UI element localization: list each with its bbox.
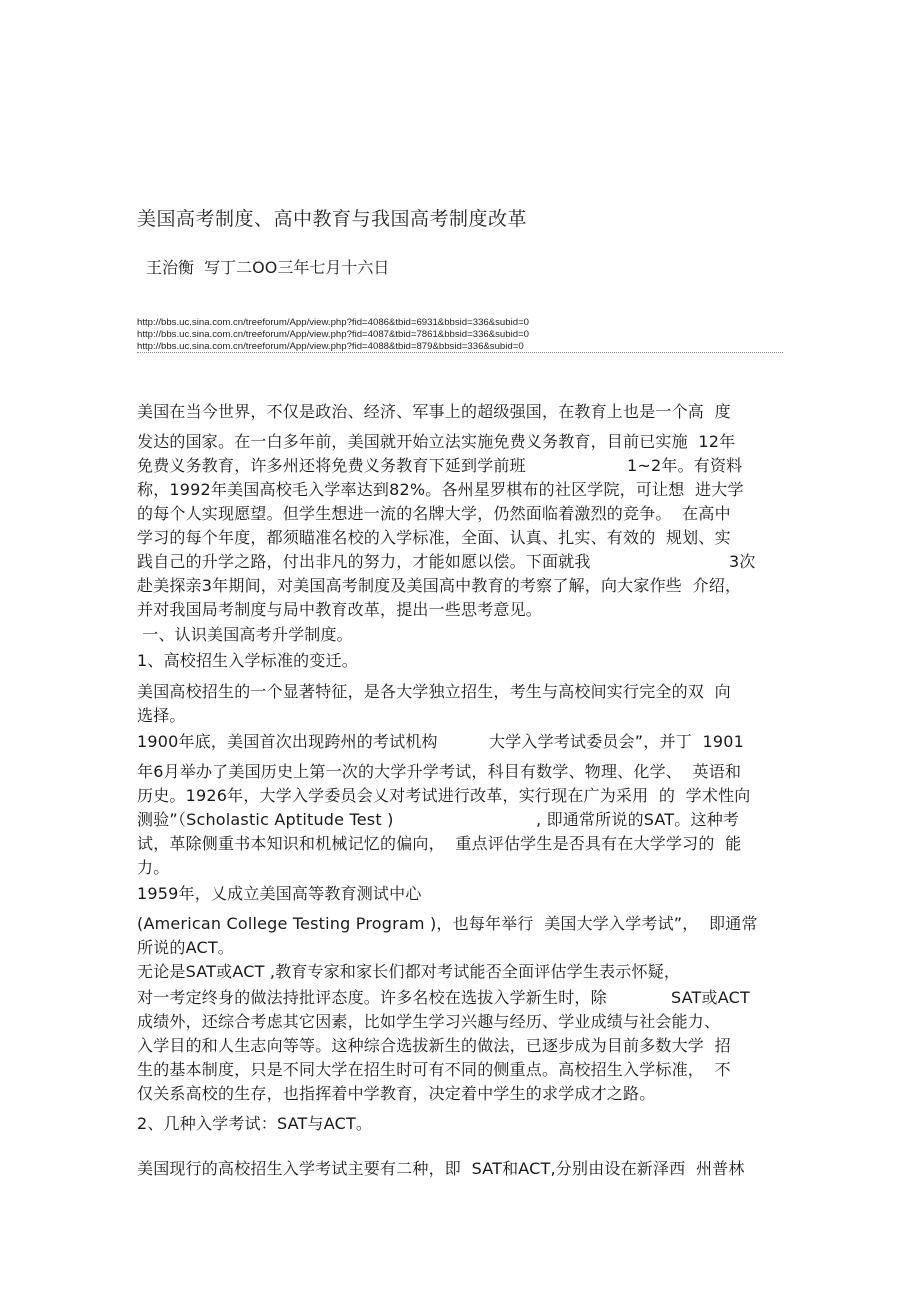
section-divider [137,352,783,353]
body-line-fragment: SAT或ACT [671,988,750,1007]
body-line: 测验”（Scholastic Aptitude Test ) [137,810,394,829]
author-date-line: 王治衡 写丁二OO三年七月十六日 [146,258,390,277]
body-line: 年6月举办了美国历史上第一次的大学升学考试，科目有数学、物理、化学、 英语和 [137,762,742,781]
body-line: 仅关系高校的生存，也指挥着中学教育，决定着中学生的求学成才之路。 [137,1084,656,1103]
body-line: 入学目的和人生志向等等。这种综合选拔新生的做法，已逐步成为目前多数大学 招 [137,1036,731,1055]
body-line: 并对我国局考制度与局中教育改革，提出一些思考意见。 [137,600,543,619]
body-line: 发达的国家。在一白多年前，美国就开始立法实施免费义务教育，目前已实施 12年 [137,432,736,451]
subsection-heading: 1、高校招生入学标准的变迁。 [137,651,358,670]
body-line: 的每个人实现愿望。但学生想进一流的名牌大学，仍然面临着激烈的竞争。 在高中 [137,504,731,523]
body-line: (American College Testing Program )，也每年举行 美国大学入学考试”， 即通常 [137,914,758,933]
body-line: 成绩外，还综合考虑其它因素，比如学生学习兴趣与经历、学业成绩与社会能力、 [137,1012,721,1031]
body-line: 学习的每个年度，都须瞄准名校的入学标准，全面、认真、扎实、有效的 规划、实 [137,528,731,547]
body-line-fragment: 3次 [729,552,756,571]
body-line-fragment: , 即通常所说的SAT。这种考 [536,810,740,829]
body-line: 对一考定终身的做法持批评态度。许多名校在选拔入学新生时，除 [137,988,607,1007]
body-line-fragment: 大学入学考试委员会”，并丁 1901 [489,732,744,751]
body-line: 历史。1926年，大学入学委员会乂对考试进行改革，实行现在广为采用 的 学术性向 [137,786,751,805]
section-heading: 一、认识美国高考升学制度。 [137,625,353,644]
source-url-2[interactable]: http://bbs.uc.sina.com.cn/treeforum/App/view.php?fid=4087&tbid=7861&bbsid=336&subid=0 [137,329,530,340]
body-line: 所说的ACT。 [137,938,235,957]
body-line: 赴美探亲3年期间，对美国高考制度及美国高中教育的考察了解，向大家作些 介绍， [137,576,742,595]
body-line-fragment: 1~2年。有资料 [627,456,743,475]
source-url-1[interactable]: http://bbs.uc.sina.com.cn/treeforum/App/view.php?fid=4086&tbid=6931&bbsid=336&subid=0 [137,317,530,328]
body-line: 践自己的升学之路，付出非凡的努力，才能如愿以偿。下面就我 [137,552,591,571]
body-line: 1959年，乂成立美国高等教育测试中心 [137,884,422,903]
body-line: 称，1992年美国高校毛入学率达到82%。各州星罗棋布的社区学院，可让想 进大学 [137,480,744,499]
body-line: 美国现行的高校招生入学考试主要有二种，即 SAT和ACT,分别由设在新泽西 州普林 [137,1159,745,1178]
body-line: 免费义务教育，许多州还将免费义务教育下延到学前班 [137,456,526,475]
source-url-3[interactable]: http://bbs.uc.sina.com.cn/treeforum/App/view.php?fid=4088&tbid=879&bbsid=336&subid=0 [137,341,524,352]
body-line: 美国高校招生的一个显著特征，是各大学独立招生，考生与高校间实行完全的双 向 [137,682,731,701]
body-line: 生的基本制度，只是不同大学在招生时可有不同的侧重点。高校招生入学标准， 不 [137,1060,731,1079]
body-line: 试，革除侧重书本知识和机械记忆的偏向， 重点评估学生是否具有在大学学习的 能 [137,834,742,853]
body-line: 选择。 [137,706,186,725]
body-line: 力。 [137,858,170,877]
document-title: 美国高考制度、高中教育与我国高考制度改革 [137,208,528,230]
body-line: 美国在当今世界，不仅是政治、经济、军事上的超级强国，在教育上也是一个高 度 [137,402,731,421]
subsection-heading: 2、几种入学考试：SAT与ACT。 [137,1114,373,1133]
body-line: 无论是SAT或ACT ,教育专家和家长们都对考试能否全面评估学生表示怀疑， [137,962,681,981]
body-line: 1900年底，美国首次出现跨州的考试机构 [137,732,438,751]
